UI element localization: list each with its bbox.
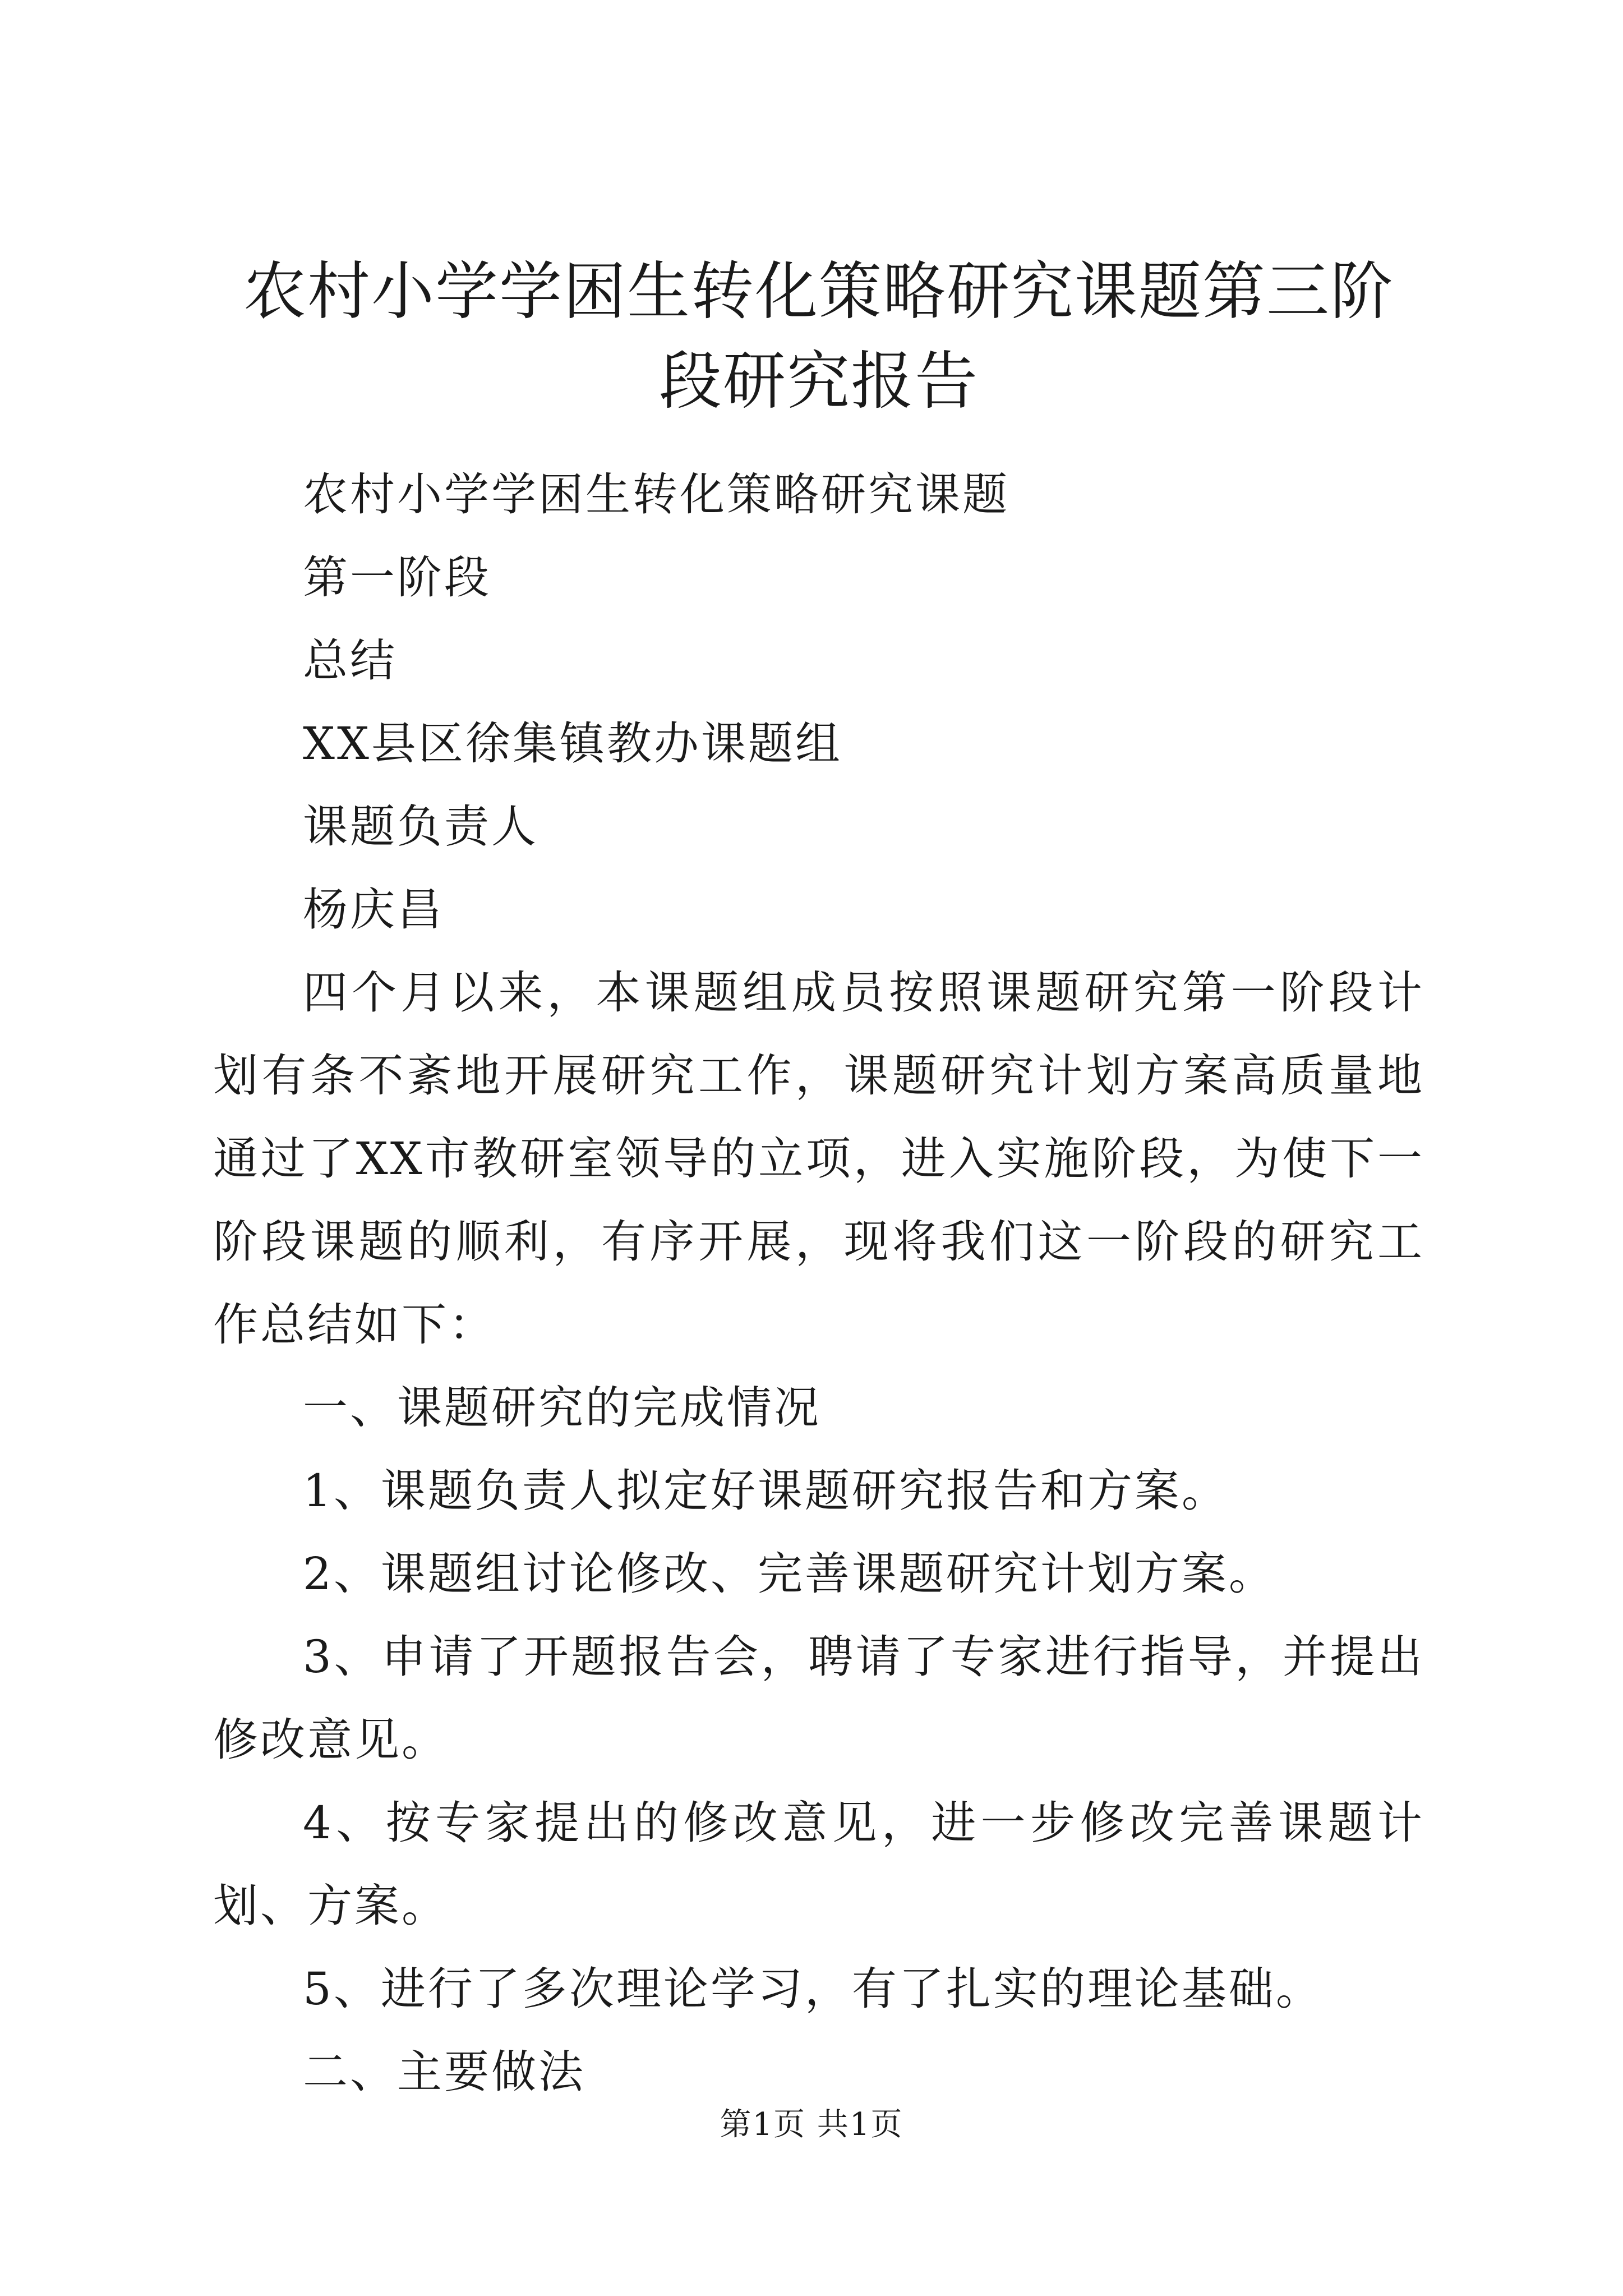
paragraph: 课题负责人 — [303, 800, 538, 853]
section-heading: 二、主要做法 — [303, 2046, 585, 2098]
paragraph: 第一阶段 — [303, 551, 491, 604]
document-title: 农村小学学困生转化策略研究课题第三阶段研究报告 — [243, 255, 1394, 418]
list-item: 1、课题负责人拟定好课题研究报告和方案。 — [303, 1465, 1229, 1517]
section-heading: 一、课题研究的完成情况 — [303, 1382, 821, 1434]
page-footer: 第1页 共1页 — [720, 2106, 903, 2143]
paragraph: 杨庆昌 — [303, 884, 444, 936]
list-item: 4、按专家提出的修改意见，进一步修改完善课题计划、方案。 — [213, 1797, 1424, 1932]
paragraph: 四个月以来，本课题组成员按照课题研究第一阶段计划有条不紊地开展研究工作，课题研究计划方案高质量地通过了XX市教研室领导的立项，进入实施阶段，为使下一阶段课题的顺利，有序开展，现将我们这一阶段的研究工作总结如下： — [213, 967, 1424, 1351]
paragraph: 总结 — [303, 634, 397, 687]
list-item: 3、申请了开题报告会，聘请了专家进行指导，并提出修改意见。 — [213, 1631, 1424, 1766]
document-body — [213, 453, 1424, 2114]
paragraph: 农村小学学困生转化策略研究课题 — [303, 468, 1009, 521]
list-item: 5、进行了多次理论学习，有了扎实的理论基础。 — [303, 1963, 1323, 2015]
list-item: 2、课题组讨论修改、完善课题研究计划方案。 — [303, 1548, 1276, 1600]
paragraph: XX县区徐集镇教办课题组 — [303, 717, 842, 770]
